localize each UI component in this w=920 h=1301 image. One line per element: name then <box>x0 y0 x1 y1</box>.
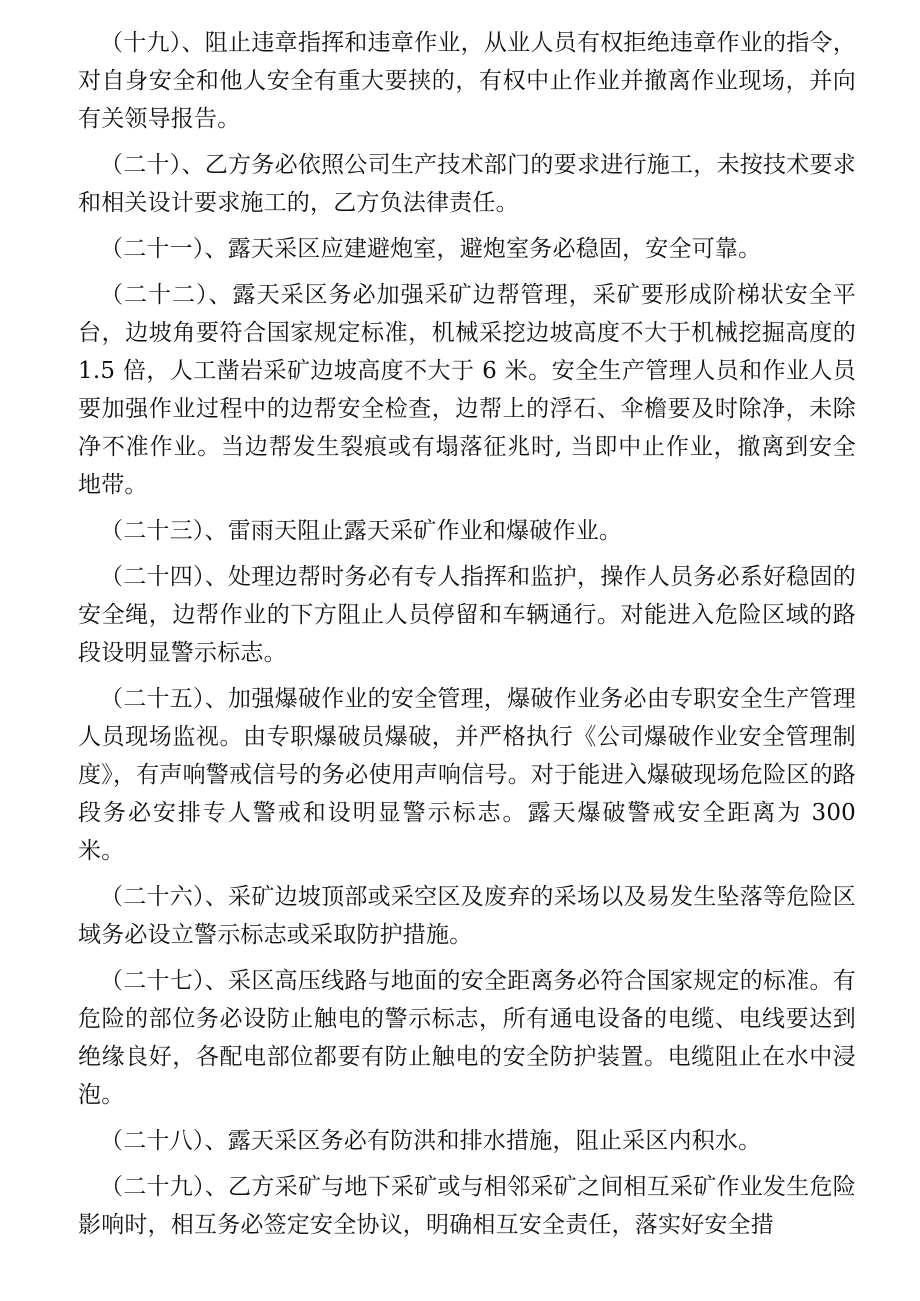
clause-25: （二十五）、加强爆破作业的安全管理，爆破作业务必由专职安全生产管理人员现场监视。由专职爆破员爆破，并严格执行《公司爆破作业安全管理制度》，有声响警戒信号的务必使用声响信号。对于能进入爆破现场危险区的路段务必安排专人警戒和设明显警示标志。露天爆破警戒安全距离为 300 米。 <box>78 686 856 864</box>
clause-28: （二十八）、露天采区务必有防洪和排水措施，阻止采区内积水。 <box>100 1128 762 1154</box>
clause-21: （二十一）、露天采区应建避炮室，避炮室务必稳固，安全可靠。 <box>100 236 762 262</box>
clause-27: （二十七）、采区高压线路与地面的安全距离务必符合国家规定的标准。有危险的部位务必设防止触电的警示标志，所有通电设备的电缆、电线要达到绝缘良好，各配电部位都要有防止触电的安全防护装置。电缆阻止在水中浸泡。 <box>78 968 856 1108</box>
clause-23: （二十三）、雷雨天阻止露天采矿作业和爆破作业。 <box>100 518 623 544</box>
clause-19: （十九）、阻止违章指挥和违章作业，从业人员有权拒绝违章作业的指令，对自身安全和他人安全有重大要挟的，有权中止作业并撤离作业现场，并向有关领导报告。 <box>78 30 856 132</box>
clause-26: （二十六）、采矿边坡顶部或采空区及废弃的采场以及易发生坠落等危险区域务必设立警示标志或采取防护措施。 <box>78 884 856 948</box>
clause-29: （二十九）、乙方采矿与地下采矿或与相邻采矿之间相互采矿作业发生危险影响时，相互务必签定安全协议，明确相互安全责任，落实好安全措 <box>78 1174 856 1238</box>
clause-22: （二十二）、露天采区务必加强采矿边帮管理，采矿要形成阶梯状安全平台，边坡角要符合国家规定标准，机械采挖边坡高度不大于机械挖掘高度的 1.5 倍，人工凿岩采矿边坡高度不大于 6 米。安全生产管理人员和作业人员要加强作业过程中的边帮安全检查，边帮上的浮石、伞檐要及时除净，未除净不准作业。当边帮发生裂痕或有塌落征兆时, 当即中止作业，撤离到安全地带。 <box>78 282 856 498</box>
clause-24: （二十四）、处理边帮时务必有专人指挥和监护，操作人员务必系好稳固的安全绳，边帮作业的下方阻止人员停留和车辆通行。对能进入危险区域的路段设明显警示标志。 <box>78 564 856 666</box>
clause-20: （二十）、乙方务必依照公司生产技术部门的要求进行施工，未按技术要求和相关设计要求施工的，乙方负法律责任。 <box>78 152 856 216</box>
